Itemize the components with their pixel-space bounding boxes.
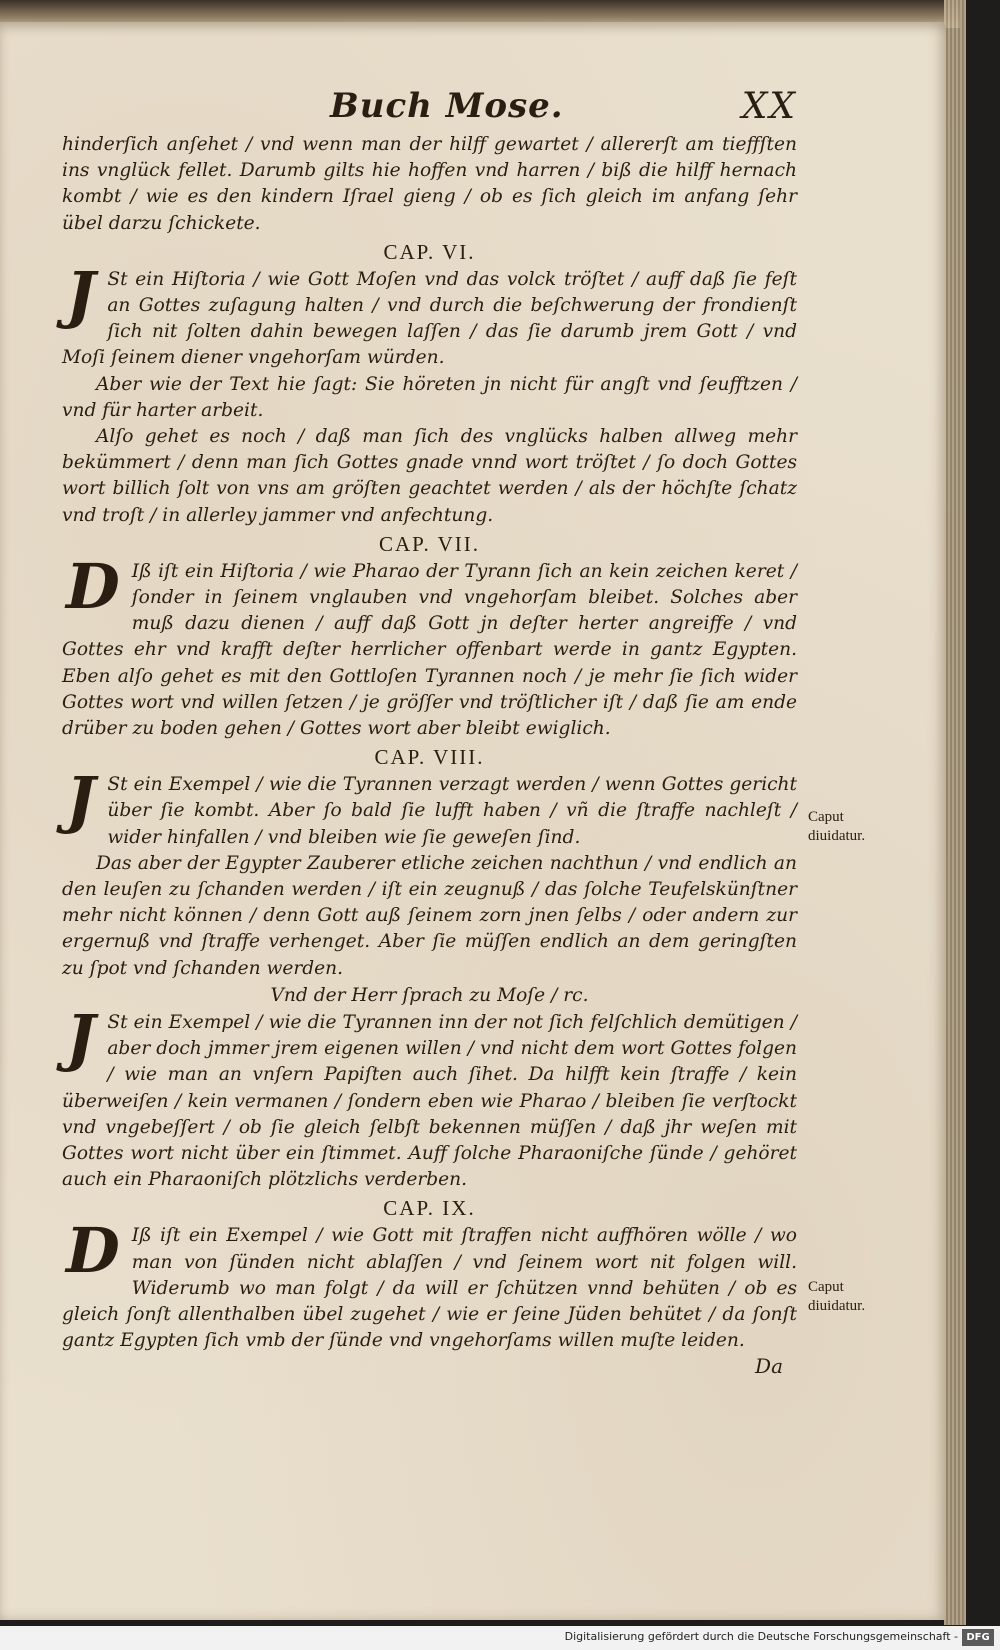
drop-cap-initial: J	[66, 763, 96, 837]
chapter-8-paragraph-1	[62, 763, 797, 851]
chapter-9-text-1: Iß iſt ein Exempel / wie Gott mit ſtraffen nicht auffhören wölle / wo man von ſünden nicht ablaſſen / vnd ſeinem wort nit folgen will. Widerumb wo man folgt / da will er ſchützen vnnd behüten / ob es gleich ſonſt allenthalben übel zugehet / wie er ſeine Jüden behütet / da ſonſt gantz Egypten ſich vmb der ſünde vnd vngehorſams willen muſte leiden.	[62, 1225, 797, 1352]
margin-note-2: Caput diuidatur.	[808, 1279, 866, 1314]
drop-cap-initial: D	[66, 1214, 120, 1288]
page-body	[62, 132, 797, 1384]
chapter-7-text-1: Iß iſt ein Hiſtoria / wie Pharao der Tyrann ſich an kein zeichen keret / ſonder in ſeinem vnglauben vnd vngehorſam bleibet. Solches aber muß dazu dienen / auff daß Gott jn deſter herter angreiffe / vnd Gottes ehr vnd krafft deſter herrlicher offenbart werde in gantz Egypten. Eben alſo gehet es mit den Gottloſen Tyrannen noch / je mehr ſie ſich wider Gottes wort vnd willen ſetzen / je gröſſer vnd tröſtlicher iſt / daß ſie am ende drüber zu boden gehen / Gottes wort aber bleibt ewiglich.	[62, 560, 797, 740]
folio-number: XX	[741, 86, 797, 127]
chapter-8-subheading: Vnd der Herr ſprach zu Moſe / rc.	[270, 984, 589, 1006]
chapter-heading-7: CAP. VII.	[378, 531, 481, 556]
footer-bar	[0, 1626, 1000, 1650]
chapter-heading-9: CAP. IX.	[383, 1196, 476, 1221]
chapter-8-paragraph-3	[62, 1000, 797, 1193]
chapter-heading-8: CAP. VIII.	[374, 745, 485, 770]
chapter-6-paragraph-3: Alſo gehet es noch / daß man ſich des vnglücks halben allweg mehr bekümmert / denn man ſich Gottes gnade vnnd wort tröſtet / ſo doch Gottes wort billich ſolt von vns am gröſten geachtet werden / als der höchſte ſchatz vnd troſt / in allerley jammer vnd anfechtung.	[62, 426, 797, 526]
running-title: Buch Mose.	[330, 86, 564, 126]
chapter-8-text-3: St ein Exempel / wie die Tyrannen inn der not ſich felſchlich demütigen / aber doch jmmer jrem eigenen willen / vnd nicht dem wort Gottes folgen / wie man an vnſern Papiſten auch ſihet. Da hilfft kein ſtraffe / kein überweiſen / kein vermanen / ſondern eben wie Pharao / bleiben ſie verſtockt vnd vngebeſſert / ob ſie gleich ſelbſt bekennen müſſen / daß jhr weſen mit Gottes wort nicht über ein ſtimmet. Auff ſolche Pharaoniſche ſünde / gehöret auch ein Pharaoniſch plötzlichs verderben.	[62, 1011, 797, 1191]
chapter-6-paragraph-1	[62, 257, 797, 372]
book-fore-edge	[944, 0, 966, 1625]
drop-cap-initial: J	[66, 257, 96, 331]
running-head	[62, 86, 797, 136]
chapter-6-text-1: St ein Hiſtoria / wie Gott Moſen vnd das volck tröſtet / auff daß ſie feſt an Gottes zuſagung halten / vnd durch die beſchwerung der frondienſt ſich nit ſolten dahin bewegen laſſen / das ſie darumb jrem Gott / vnd Moſi ſeinem diener vngehorſam würden.	[62, 268, 797, 369]
margin-note-1: Caput diuidatur.	[808, 809, 866, 844]
chapter-9-paragraph-1	[62, 1214, 797, 1354]
chapter-7-paragraph-1	[62, 549, 797, 742]
catchword: Da	[755, 1354, 783, 1379]
intro-paragraph: hinderſich anſehet / vnd wenn man der hilff gewartet / allererſt am tieffſten ins vnglück fellet. Darumb gilts hie hoffen vnd harren / biß die hilff hernach kombt / wie es den kindern Iſrael gieng / ob es ſich gleich im anfang ſehr übel darzu ſchickete.	[62, 134, 797, 234]
dfg-logo: DFG	[962, 1629, 994, 1646]
chapter-heading-6: CAP. VI.	[383, 239, 476, 264]
drop-cap-initial: J	[66, 1000, 96, 1074]
chapter-8-paragraph-2: Das aber der Egypter Zauberer etliche zeichen nachthun / vnd endlich an den leuſen zu ſchanden werden / iſt ein zeugnuß / das ſolche Teufelskünſtner mehr nicht können / denn Gott auß ſeinem zorn jnen ſelbs / oder andern zur ergernuß vnd ſtraffe verhenget. Aber ſie müſſen endlich an dem geringſten zu ſpot vnd ſchanden werden.	[62, 852, 797, 979]
chapter-6-paragraph-2: Aber wie der Text hie ſagt: Sie höreten jn nicht für angſt vnd ſeufftzen / vnd für harter arbeit.	[62, 373, 797, 421]
drop-cap-initial: D	[66, 549, 120, 623]
funding-credit: Digitalisierung gefördert durch die Deutsche Forschungsgemeinschaft -	[564, 1630, 958, 1643]
chapter-8-text-1: St ein Exempel / wie die Tyrannen verzagt werden / wenn Gottes gericht über ſie kombt. Aber ſo bald ſie lufft haben / vñ die ſtraffe nachleſt / wider hinfallen / vnd bleiben wie ſie geweſen ſind.	[107, 774, 797, 848]
